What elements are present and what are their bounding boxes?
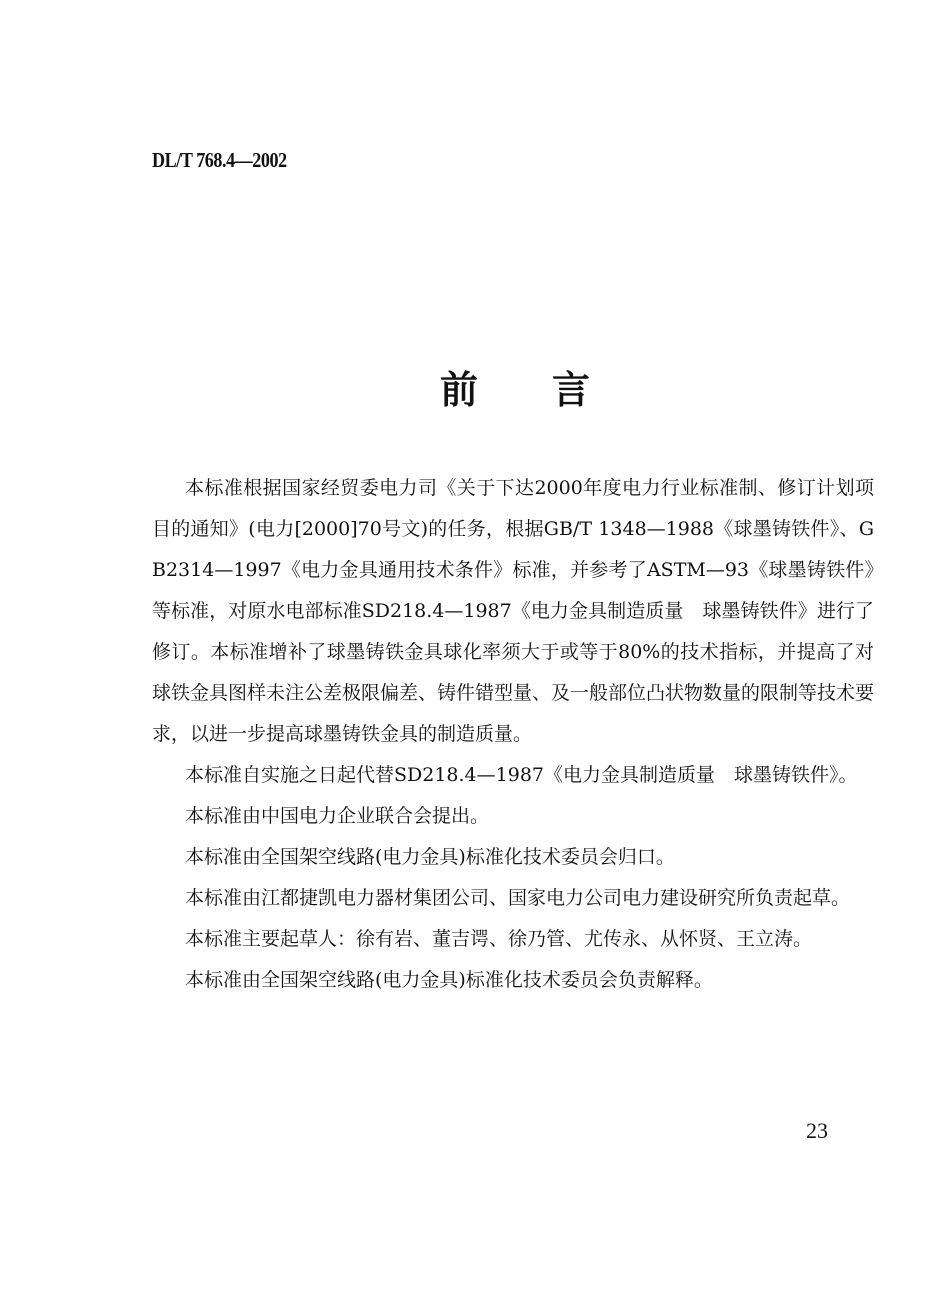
paragraph-proposed-by: 本标准由中国电力企业联合会提出。 <box>185 805 490 827</box>
paragraph-centralized-by: 本标准由全国架空线路(电力金具)标准化技术委员会归口。 <box>185 846 675 868</box>
section-title <box>440 366 590 414</box>
standard-code: DL/T 768.4—2002 <box>152 148 287 172</box>
paragraph-interpretation: 本标准由全国架空线路(电力金具)标准化技术委员会负责解释。 <box>185 969 713 991</box>
page-number: 23 <box>806 1118 828 1143</box>
title-char-1: 前 <box>440 368 479 412</box>
paragraph-replaces: 本标准自实施之日起代替SD218.4—1987《电力金具制造质量 球墨铸铁件》。 <box>185 764 858 786</box>
paragraph-drafted-by: 本标准由江都捷凯电力器材集团公司、国家电力公司电力建设研究所负责起草。 <box>185 887 851 909</box>
paragraph-revision-basis: 本标准根据国家经贸委电力司《关于下达2000年度电力行业标准制、修订计划项目的通知》(电力[2000]70号文)的任务，根据GB/T 1348—1988《球墨铸铁件》、GB2314—1997《电力金具通用技术条件》标准，并参考了ASTM—93《球墨铸铁件》等标准，对原水电部标准SD218.4—1987《电力金具制造质量 球墨铸铁件》进行了修订。本标准增补了球墨铸铁金具球化率须大于或等于80%的技术指标，并提高了对球铁金具图样未注公差极限偏差、铸件错型量、及一般部位凸状物数量的限制等技术要求，以进一步提高球墨铸铁金具的制造质量。 <box>152 477 875 745</box>
title-char-2: 言 <box>551 368 590 412</box>
paragraph-main-drafters: 本标准主要起草人：徐有岩、董吉谔、徐乃管、尤传永、从怀贤、王立涛。 <box>185 928 813 950</box>
foreword-body <box>152 468 874 1001</box>
